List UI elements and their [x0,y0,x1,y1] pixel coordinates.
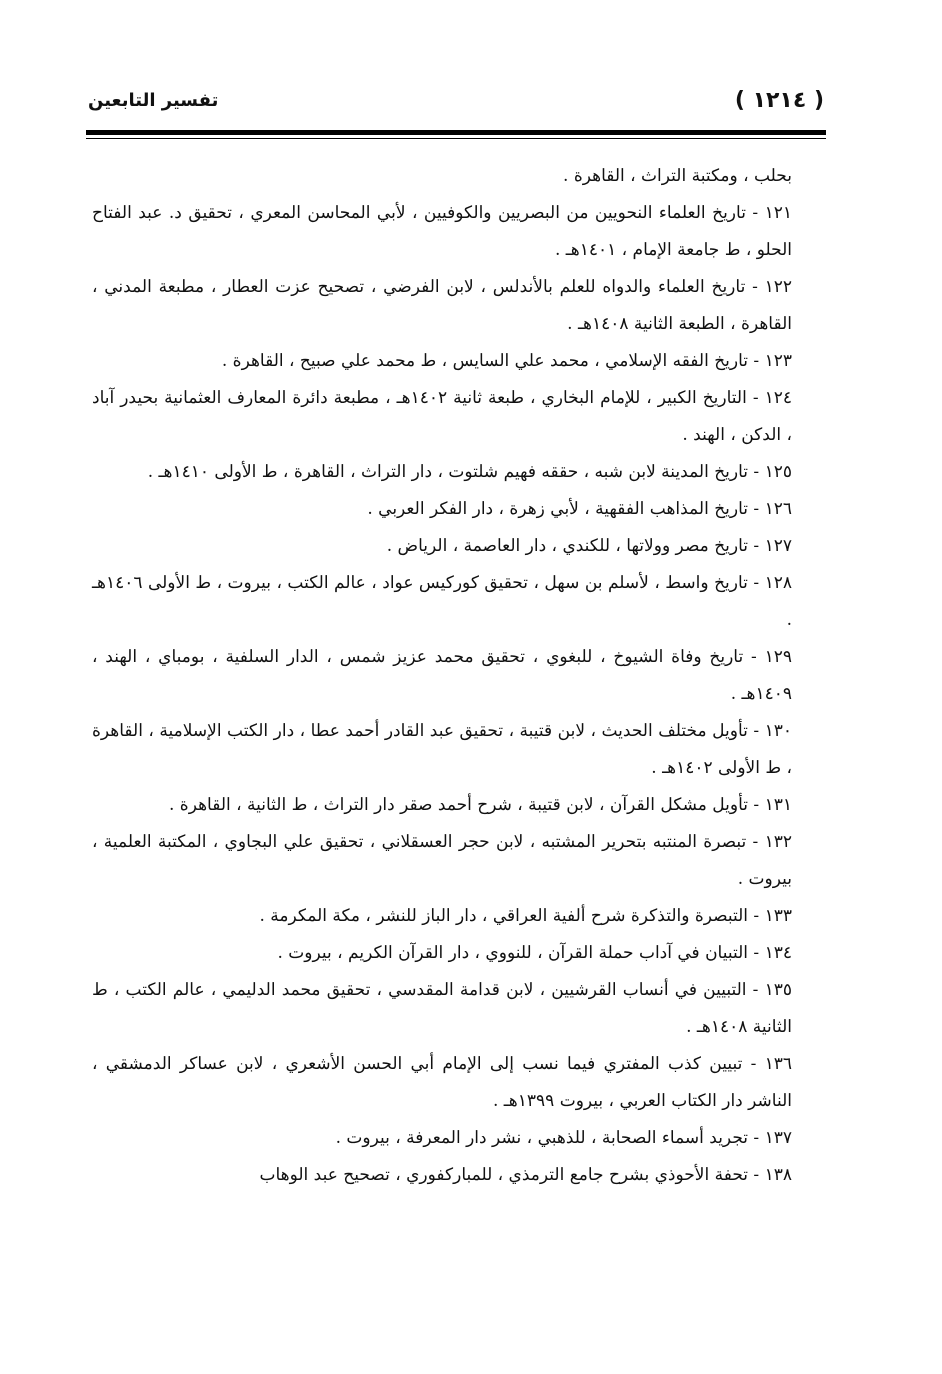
entry-text: التاريخ الكبير ، للإمام البخاري ، طبعة ثانية ١٤٠٢هـ ، مطبعة دائرة المعارف العثمانية بحيدر آباد ، الدكن ، الهند . [92,388,792,445]
entry-separator: - [745,203,765,223]
entry-number: ١٣٣ [764,906,792,926]
entry-number: ١٢٣ [764,351,792,371]
entry-text: التبصرة والتذكرة شرح ألفية العراقي ، دار الباز للنشر ، مكة المكرمة . [259,906,749,926]
continued-entry-line: بحلب ، ومكتبة التراث ، القاهرة . [563,166,792,186]
entry-separator: - [748,906,765,926]
entry-text: التبيين في أنساب القرشيين ، لابن قدامة المقدسي ، تحقيق محمد الدليمي ، عالم الكتب ، ط الثانية ١٤٠٨هـ . [92,980,792,1037]
entry-number: ١٢٩ [764,647,792,667]
entries-container [92,195,792,1194]
entry-text: تبيين كذب المفتري فيما نسب إلى الإمام أبي الحسن الأشعري ، لابن عساكر الدمشقي ، الناشر دار الكتاب العربي ، بيروت ١٣٩٩هـ . [92,1054,792,1111]
bibliography-entry [92,898,792,935]
entry-text: تاريخ الفقه الإسلامي ، محمد علي السايس ، ط محمد علي صبيح ، القاهرة . [221,351,749,371]
entry-number: ١٣٤ [764,943,792,963]
entry-text: تاريخ العلماء النحويين من البصريين والكوفيين ، لأبي المحاسن المعري ، تحقيق د. عبد الفتاح الحلو ، ط جامعة الإمام ، ١٤٠١هـ . [92,203,792,260]
bibliography-entry [92,380,792,454]
entry-text: تأويل مختلف الحديث ، لابن قتيبة ، تحقيق عبد القادر أحمد عطا ، دار الكتب الإسلامية ، القاهرة ، ط الأولى ١٤٠٢هـ . [92,721,792,778]
entry-separator: - [748,1165,765,1185]
bibliography-entry [92,565,792,639]
entry-separator: - [746,832,765,852]
bibliography-entry [92,269,792,343]
bibliography-entry [92,1046,792,1120]
entry-separator: - [745,277,765,297]
bibliography-entry [92,713,792,787]
entry-separator: - [748,1128,765,1148]
entry-number: ١٢٧ [764,536,792,556]
book-title: تفسير التابعين [88,90,219,111]
entry-number: ١٢١ [764,203,792,223]
entry-text: التبيان في آداب حملة القرآن ، للنووي ، دار القرآن الكريم ، بيروت . [277,943,749,963]
page-header [88,86,824,126]
entry-separator: - [743,647,765,667]
entry-number: ١٣٥ [764,980,792,1000]
bibliography-entry [92,1157,792,1194]
page-number: ( ١٢١٤ ) [734,88,824,113]
bibliography-entry [92,195,792,269]
entry-separator: - [746,388,765,408]
entry-separator: - [747,721,765,741]
entry-number: ١٣٢ [764,832,792,852]
entry-separator: - [748,943,765,963]
entry-separator: - [748,499,765,519]
entry-text: تاريخ المذاهب الفقهية ، لأبي زهرة ، دار الفكر العربي . [367,499,749,519]
header-rule-thick [86,130,826,135]
header-rule-thin [86,138,826,139]
entry-number: ١٢٥ [764,462,792,482]
bibliography-entry [92,528,792,565]
bibliography-list [92,158,792,1194]
entry-number: ١٢٨ [764,573,792,593]
entry-separator: - [747,573,765,593]
entry-separator: - [748,351,765,371]
entry-separator: - [742,1054,765,1074]
bibliography-entry [92,343,792,380]
entry-text: تبصرة المنتبه بتحرير المشتبه ، لابن حجر العسقلاني ، تحقيق علي البجاوي ، المكتبة العلمية ، بيروت . [92,832,792,889]
entry-text: تأويل مشكل القرآن ، لابن قتيبة ، شرح أحمد صقر دار التراث ، ط الثانية ، القاهرة . [168,795,749,815]
bibliography-entry [92,824,792,898]
entry-number: ١٢٢ [764,277,792,297]
entry-number: ١٢٤ [764,388,792,408]
entry-number: ١٣١ [764,795,792,815]
entry-number: ١٢٦ [764,499,792,519]
entry-text: تاريخ مصر وولاتها ، للكندي ، دار العاصمة ، الرياض . [386,536,749,556]
entry-number: ١٣٧ [764,1128,792,1148]
entry-separator: - [748,536,765,556]
bibliography-entry [92,972,792,1046]
entry-number: ١٣٨ [764,1165,792,1185]
entry-separator: - [748,795,765,815]
entry-text: تحفة الأحوذي بشرح جامع الترمذي ، للمباركفوري ، تصحيح عبد الوهاب [259,1165,749,1185]
bibliography-entry [92,639,792,713]
entry-text: تاريخ العلماء والدواه للعلم بالأندلس ، لابن الفرضي ، تصحيح عزت العطار ، مطبعة المدني ، القاهرة ، الطبعة الثانية ١٤٠٨هـ . [92,277,792,334]
entry-number: ١٣٠ [764,721,792,741]
entry-text: تجريد أسماء الصحابة ، للذهبي ، نشر دار المعرفة ، بيروت . [335,1128,749,1148]
entry-text: تاريخ وفاة الشيوخ ، للبغوي ، تحقيق محمد عزيز شمس ، الدار السلفية ، بومباي ، الهند ، ١٤٠٩هـ . [92,647,792,704]
entry-text: تاريخ واسط ، لأسلم بن سهل ، تحقيق كوركيس عواد ، عالم الكتب ، بيروت ، ط الأولى ١٤٠٦هـ . [92,573,792,630]
entry-text: تاريخ المدينة لابن شبه ، حققه فهيم شلتوت ، دار التراث ، القاهرة ، ط الأولى ١٤١٠هـ . [147,462,749,482]
bibliography-entry [92,935,792,972]
entry-separator: - [748,462,765,482]
bibliography-entry [92,491,792,528]
entry-separator: - [746,980,765,1000]
bibliography-entry [92,787,792,824]
bibliography-entry [92,1120,792,1157]
bibliography-entry [92,454,792,491]
entry-number: ١٣٦ [764,1054,792,1074]
